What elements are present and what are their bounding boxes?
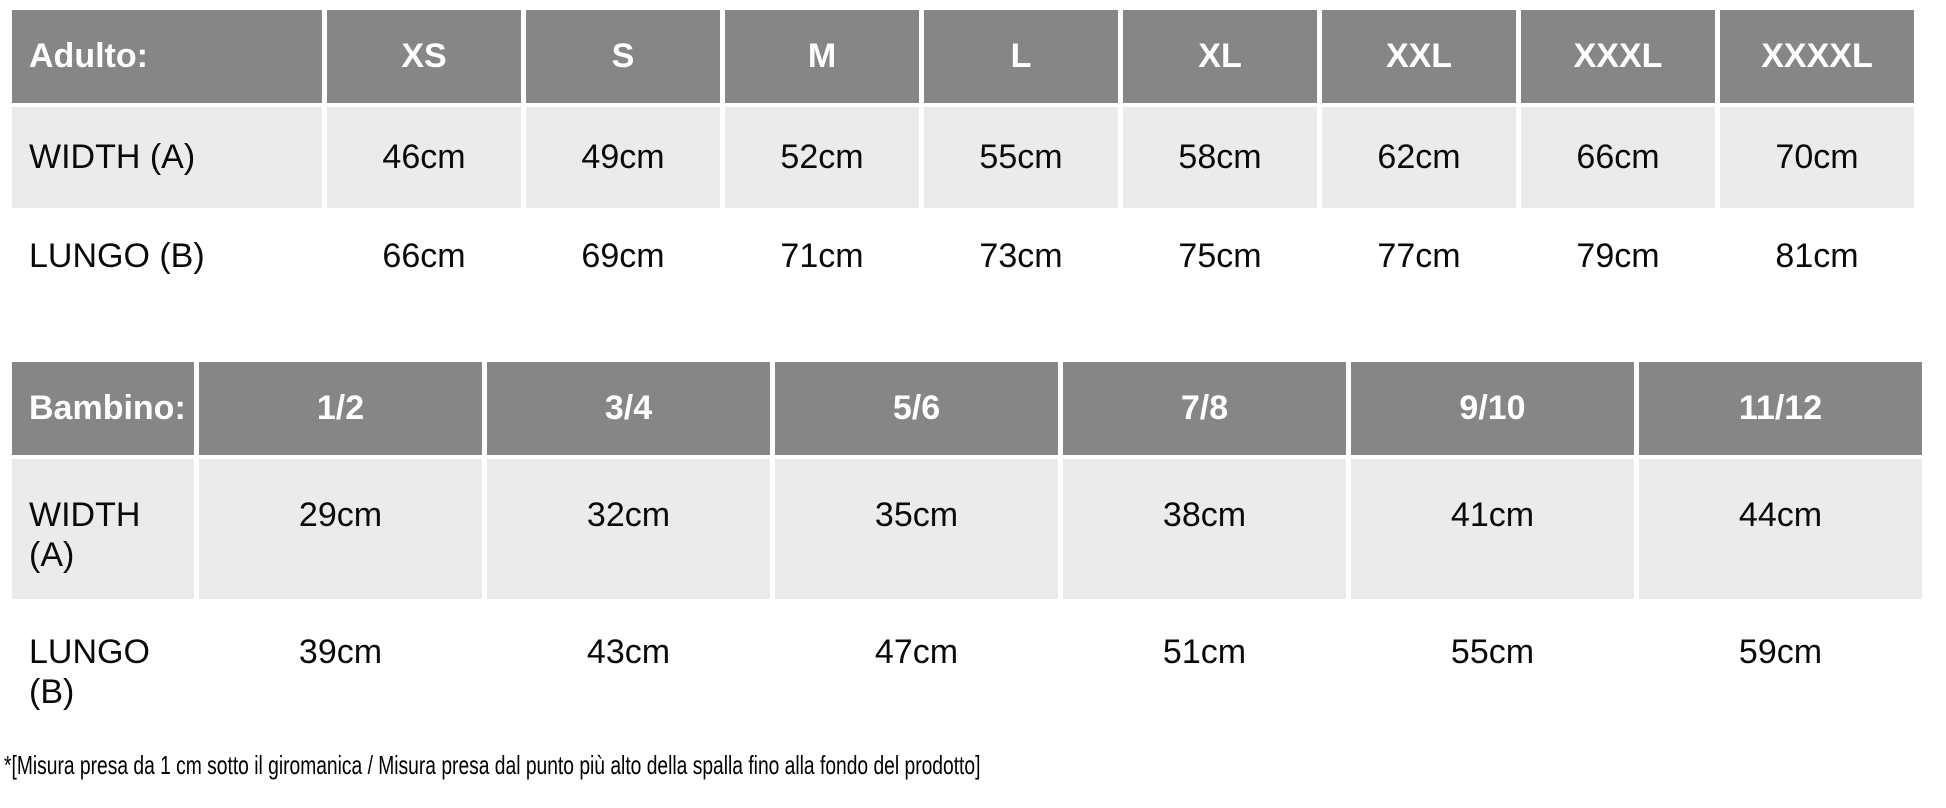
size-column-header-11-12: 11/12 (1639, 362, 1922, 455)
measurement-value: 77cm (1377, 236, 1461, 275)
measurement-value: 79cm (1576, 236, 1660, 275)
measurement-value: 52cm (725, 107, 919, 208)
measurement-value: 55cm (924, 107, 1118, 208)
row-label-lungo: LUNGO (B) (29, 633, 150, 711)
measurement-value: 66cm (382, 236, 466, 275)
child-length-row (12, 603, 1922, 712)
size-column-header-1-2: 1/2 (199, 362, 482, 455)
measurement-value: 59cm (1738, 633, 1823, 671)
row-label-lungo: LUNGO (B) (29, 236, 205, 275)
measurement-value: 58cm (1123, 107, 1317, 208)
measurement-value: 44cm (1639, 459, 1922, 599)
size-column-header-m: M (725, 10, 919, 103)
measurement-value: 39cm (298, 633, 383, 671)
size-column-header-3-4: 3/4 (487, 362, 770, 455)
measurement-value: 66cm (1521, 107, 1715, 208)
measurement-value: 49cm (526, 107, 720, 208)
adult-table-title: Adulto: (12, 10, 322, 103)
size-column-header-5-6: 5/6 (775, 362, 1058, 455)
measurement-value: 41cm (1351, 459, 1634, 599)
size-column-header-xs: XS (327, 10, 521, 103)
child-width-row (12, 459, 1922, 599)
measurement-value: 38cm (1063, 459, 1346, 599)
size-column-header-s: S (526, 10, 720, 103)
measurement-value: 35cm (775, 459, 1058, 599)
size-column-header-xxl: XXL (1322, 10, 1516, 103)
measurement-value: 70cm (1720, 107, 1914, 208)
adult-length-row (12, 212, 1914, 300)
row-label-width: WIDTH (A) (12, 459, 194, 599)
size-column-header-7-8: 7/8 (1063, 362, 1346, 455)
measurement-value: 32cm (487, 459, 770, 599)
measurement-footnote: *[Misura presa da 1 cm sotto il giromanica / Misura presa dal punto più alto della spalla fino alla fondo del prodotto] (4, 750, 981, 780)
size-column-header-xxxxl: XXXXL (1720, 10, 1914, 103)
row-label-width: WIDTH (A) (12, 107, 322, 208)
adult-header-row (12, 10, 1914, 103)
child-table-title: Bambino: (12, 362, 194, 455)
size-column-header-l: L (924, 10, 1118, 103)
measurement-value: 51cm (1162, 633, 1247, 671)
measurement-value: 46cm (327, 107, 521, 208)
size-column-header-xxxl: XXXL (1521, 10, 1715, 103)
measurement-value: 73cm (979, 236, 1063, 275)
size-column-header-xl: XL (1123, 10, 1317, 103)
measurement-value: 47cm (874, 633, 959, 671)
measurement-value: 71cm (780, 236, 864, 275)
size-column-header-9-10: 9/10 (1351, 362, 1634, 455)
child-header-row (12, 362, 1922, 455)
adult-width-row (12, 107, 1914, 208)
measurement-value: 75cm (1178, 236, 1262, 275)
measurement-value: 69cm (581, 236, 665, 275)
measurement-value: 62cm (1322, 107, 1516, 208)
measurement-value: 29cm (199, 459, 482, 599)
measurement-value: 55cm (1450, 633, 1535, 671)
measurement-value: 81cm (1775, 236, 1859, 275)
measurement-value: 43cm (586, 633, 671, 671)
child-size-table (7, 358, 1927, 716)
adult-size-table (7, 6, 1919, 304)
